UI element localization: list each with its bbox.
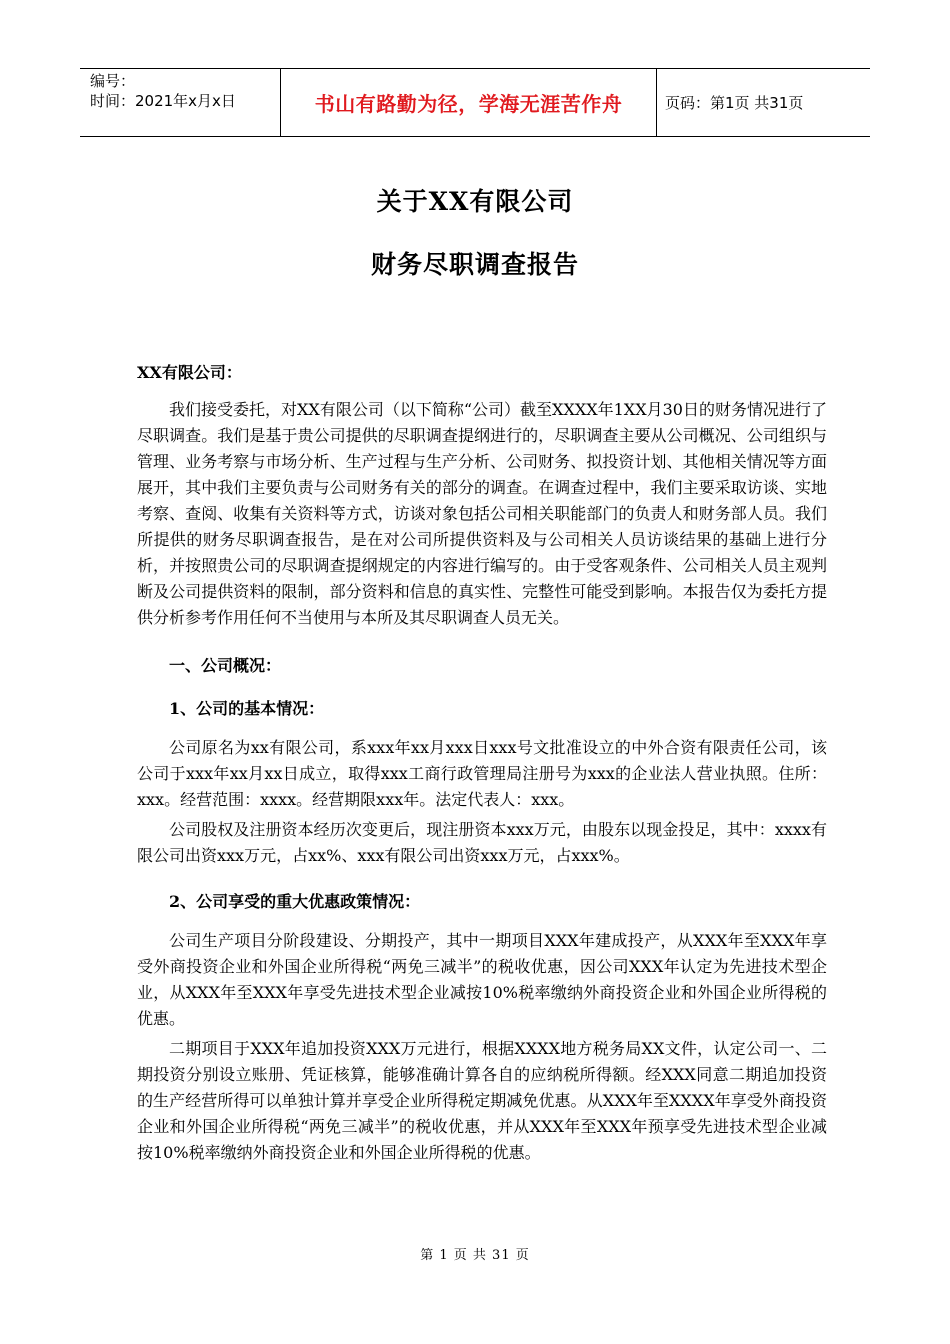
subsection-1-heading: 1、公司的基本情况：	[169, 699, 325, 718]
subsection-2-paragraph-2: 二期项目于XXX年追加投资XXX万元进行，根据XXXX地方税务局XX文件，认定公司一、二期投资分别设立账册、凭证核算，能够准确计算各自的应纳税所得额。经XXX同意二期追加投资的生产经营所得可以单独计算并享受企业所得税定期减免优惠。从XXX年至XXXX年享受外商投资企业和外国企业所得税“两免三减半”的税收优惠，并从XXX年至XXX年预享受先进技术型企业减按10%税率缴纳外商投资企业和外国企业所得税的优惠。	[137, 1039, 827, 1162]
document-number-label: 编号：	[90, 72, 136, 90]
title-line-1: 关于XX有限公司	[376, 187, 574, 216]
subsection-2-heading: 2、公司享受的重大优惠政策情况：	[169, 892, 421, 911]
subsection-1-paragraph-2: 公司股权及注册资本经历次变更后，现注册资本xxx万元，由股东以现金投足，其中：xxxx有限公司出资xxx万元，占xx%、xxx有限公司出资xxx万元，占xxx%。	[137, 820, 827, 865]
header-meta	[80, 69, 281, 136]
header-page-code: 页码：第1页 共31页	[665, 94, 804, 112]
document-date: 时间：2021年x月x日	[90, 92, 236, 110]
salutation: XX有限公司：	[137, 363, 242, 382]
report-body	[137, 397, 827, 1166]
header-motto: 书山有路勤为径，学海无涯苦作舟	[281, 69, 657, 136]
subsection-2-paragraph-1: 公司生产项目分阶段建设、分期投产，其中一期项目XXX年建成投产，从XXX年至XXX年享受外商投资企业和外国企业所得税“两免三减半”的税收优惠，因公司XXX年认定为先进技术型企业，从XXX年至XXX年享受先进技术型企业减按10%税率缴纳外商投资企业和外国企业所得税的优惠。	[137, 931, 827, 1028]
section-1-heading: 一、公司概况：	[169, 656, 282, 675]
page-header	[80, 68, 870, 137]
page-footer: 第 1 页 共 31 页	[420, 1248, 530, 1263]
intro-paragraph: 我们接受委托，对XX有限公司（以下简称“公司）截至XXXX年1XX月30日的财务情况进行了尽职调查。我们是基于贵公司提供的尽职调查提纲进行的，尽职调查主要从公司概况、公司组织与管理、业务考察与市场分析、生产过程与生产分析、公司财务、拟投资计划、其他相关情况等方面展开，其中我们主要负责与公司财务有关的部分的调查。在调查过程中，我们主要采取访谈、实地考察、查阅、收集有关资料等方式，访谈对象包括公司相关职能部门的负责人和财务部人员。我们所提供的财务尽职调查报告，是在对公司所提供资料及与公司相关人员访谈结果的基础上进行分析，并按照贵公司的尽职调查提纲规定的内容进行编写的。由于受客观条件、公司相关人员主观判断及公司提供资料的限制，部分资料和信息的真实性、完整性可能受到影响。本报告仅为委托方提供分析参考作用任何不当使用与本所及其尽职调查人员无关。	[137, 400, 827, 627]
subsection-1-paragraph-1: 公司原名为xx有限公司，系xxx年xx月xxx日xxx号文批准设立的中外合资有限责任公司，该公司于xxx年xx月xx日成立，取得xxx工商行政管理局注册号为xxx的企业法人营业执照。住所：xxx。经营范围：xxxx。经营期限xxx年。法定代表人：xxx。	[137, 738, 827, 809]
title-line-2: 财务尽职调查报告	[370, 250, 579, 279]
